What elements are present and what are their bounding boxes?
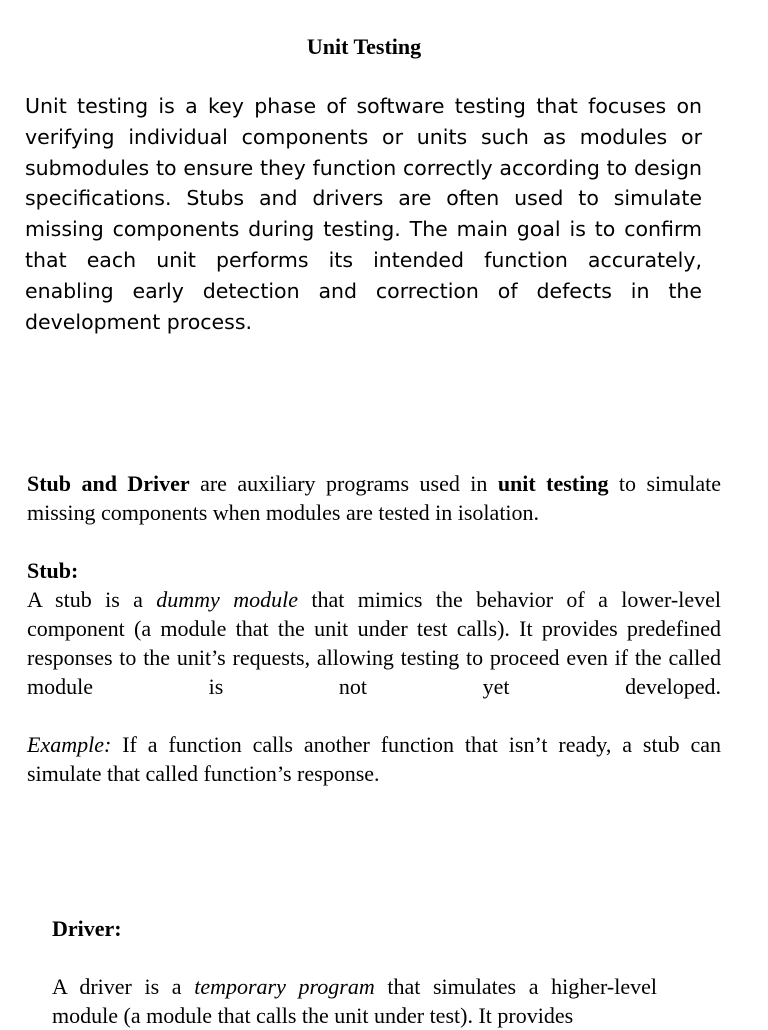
stub-driver-definition [27,469,721,527]
definition-text-2: to simulate missing components when modules are tested in isolation. [27,471,721,525]
page-title: Unit Testing [306,34,422,59]
driver-italic-term: temporary program [194,974,375,999]
driver-text-2: that simulates a higher-level module (a module that calls the unit under test). It provides [52,974,657,1028]
definition-text-1: are auxiliary programs used in [189,471,498,496]
driver-heading: Driver: [52,916,122,941]
stub-italic-term: dummy module [156,587,298,612]
driver-text-1: A driver is a [52,974,195,999]
driver-description [52,972,657,1030]
term-unit-testing: unit testing [497,471,609,496]
intro-paragraph: Unit testing is a key phase of software testing that focuses on verifying individual components or units such as modules or submodules to ensure they function correctly according to design specifications. Stubs and drivers are often used to simulate missing components during testing. The main goal is to confirm that each unit performs its intended function accurately, enabling early detection and correction of defects in the development process. [25,94,702,334]
stub-paragraph [27,585,721,730]
stub-example [27,730,721,788]
example-label: Example: [27,732,112,757]
term-stub-and-driver: Stub and Driver [27,471,190,496]
example-text: If a function calls another function that isn’t ready, a stub can simulate that called function’s response. [27,732,721,786]
stub-text-2: that mimics the behavior of a lower-level component (a module that the unit under test calls). It provides predefined responses to the unit’s requests, allowing testing to proceed even if the called module is not yet developed. [27,587,721,699]
stub-heading: Stub: [27,558,79,583]
stub-text-1: A stub is a [27,587,157,612]
stub-description [27,585,721,788]
